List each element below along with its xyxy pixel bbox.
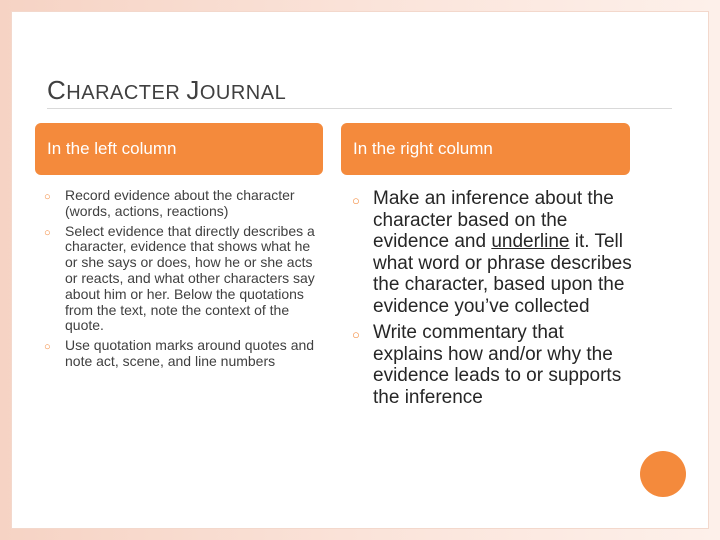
slide-title (47, 75, 286, 106)
right-list-item (352, 188, 632, 317)
right-column-header-label: In the right column (353, 139, 493, 158)
right-list-item (352, 322, 632, 408)
bullet-icon: ○ (44, 341, 51, 354)
title-initial-j: J (186, 75, 200, 105)
right-column-list (352, 188, 632, 408)
title-rest-1: HARACTER (66, 82, 187, 104)
right-item-text-after: it. Tell what word or phrase describes the character, based upon the evidence you’ve collected (373, 231, 632, 317)
right-list-item-text: Write commentary that explains how and/or why the evidence leads to or supports the inference (373, 322, 622, 408)
left-list-item-text: Select evidence that directly describes a character, evidence that shows what he or she says or does, how he or she acts or reacts, and what other characters say about him or her. Below the quotations from the text, note the context of the quote. (65, 222, 315, 334)
title-rest-2: OURNAL (199, 82, 287, 104)
title-initial-c: C (47, 75, 67, 105)
bullet-icon: ○ (352, 193, 360, 208)
left-list-item-text: Record evidence about the character (words, actions, reactions) (65, 187, 295, 219)
left-column-header (35, 123, 323, 175)
left-list-item-text: Use quotation marks around quotes and note act, scene, and line numbers (65, 337, 315, 369)
bullet-icon: ○ (44, 226, 51, 239)
left-column-list (44, 188, 319, 370)
bullet-icon: ○ (44, 191, 51, 203)
title-divider (47, 108, 672, 109)
right-column-header (341, 123, 630, 175)
right-item-underlined-word: underline (491, 231, 570, 252)
left-list-item (44, 188, 319, 220)
left-list-item (44, 224, 319, 335)
left-list-item (44, 338, 319, 370)
left-column-header-label: In the left column (47, 139, 177, 158)
bullet-icon: ○ (352, 327, 360, 342)
right-item-text-before: Make an inference about the character based on the evidence and (373, 188, 614, 252)
decorative-circle (640, 451, 686, 497)
